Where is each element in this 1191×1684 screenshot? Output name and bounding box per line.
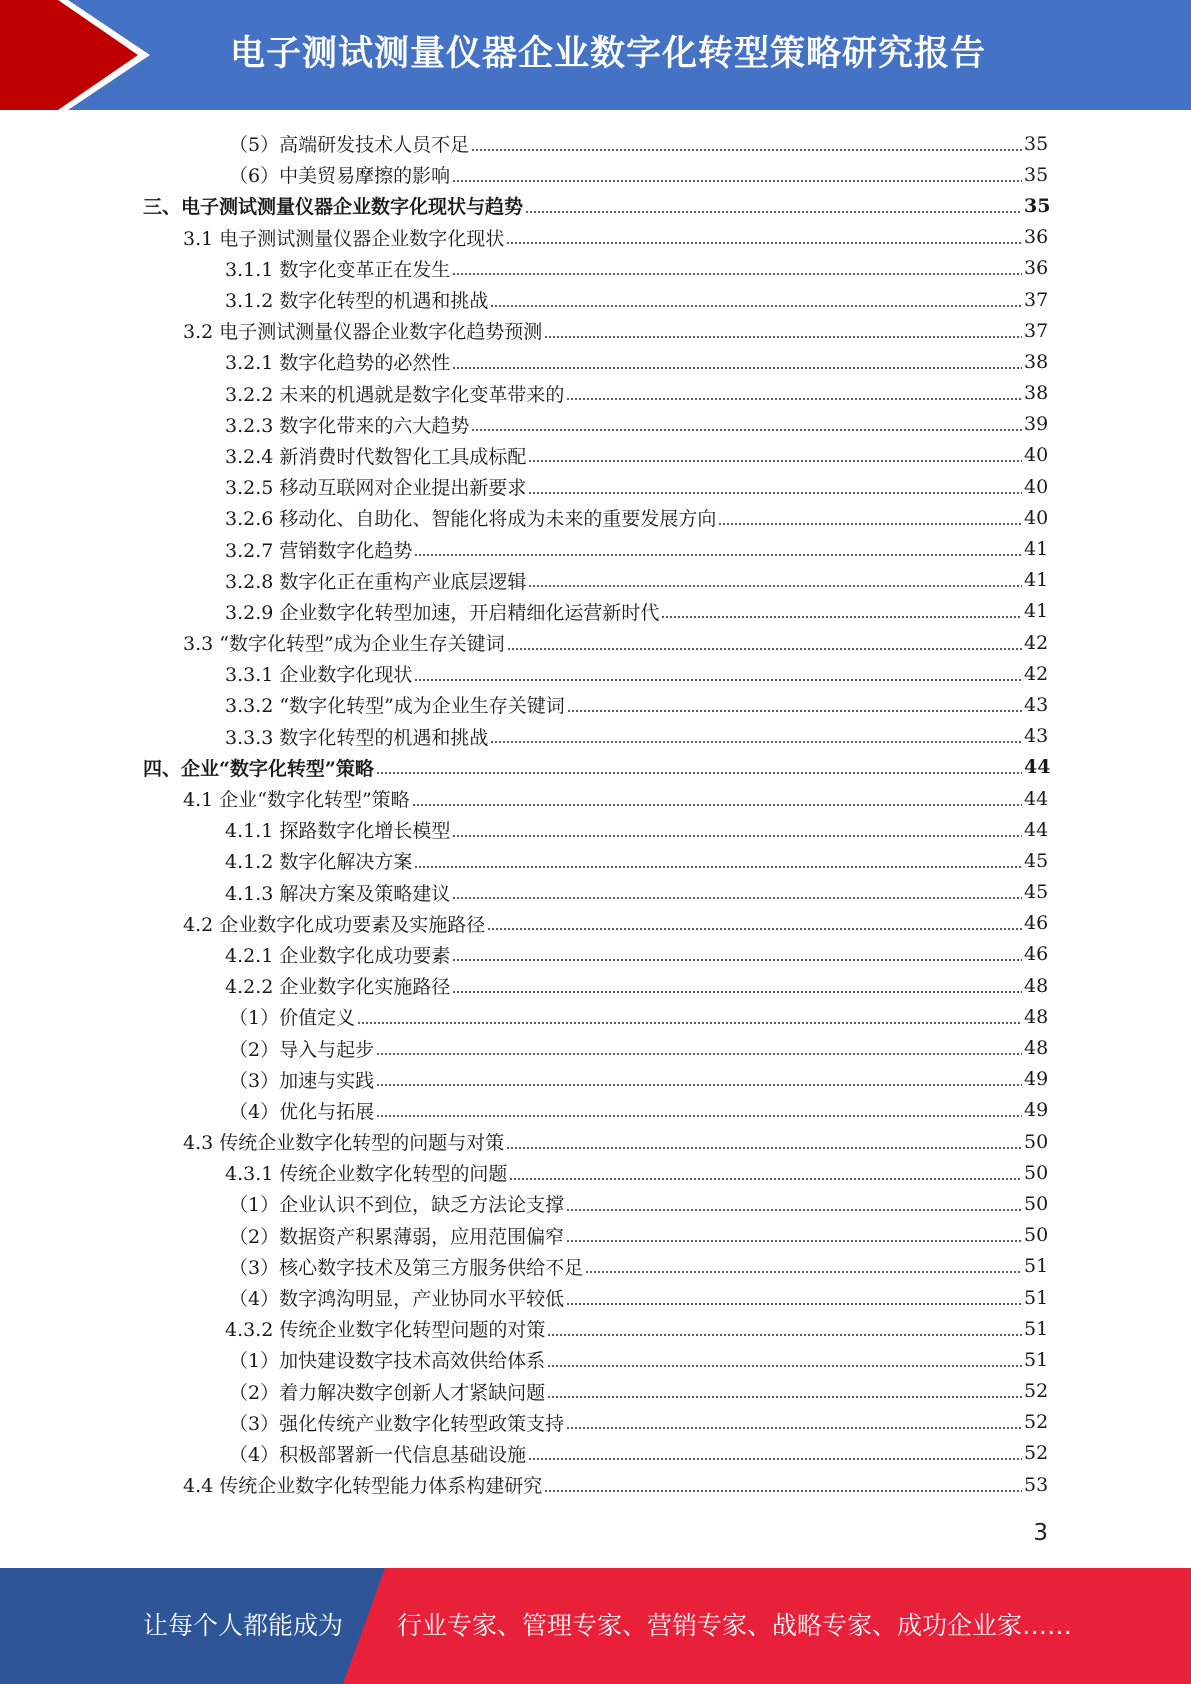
footer-slogan-left: 让每个人都能成为 bbox=[143, 1611, 344, 1640]
page-footer bbox=[0, 1568, 1191, 1684]
toc-dot-leader bbox=[507, 648, 1022, 650]
toc-entry[interactable] bbox=[0, 658, 1191, 689]
toc-entry-page: 53 bbox=[1024, 1473, 1049, 1496]
toc-dot-leader bbox=[506, 242, 1022, 244]
toc-dot-leader bbox=[566, 1240, 1022, 1242]
toc-dot-leader bbox=[718, 523, 1022, 525]
toc-entry[interactable] bbox=[0, 409, 1191, 440]
toc-entry-page: 40 bbox=[1024, 444, 1049, 467]
toc-entry-label: 3.2.8 数字化正在重构产业底层逻辑 bbox=[225, 570, 527, 593]
toc-entry-page: 35 bbox=[1024, 194, 1051, 217]
toc-entry-label: （4）优化与拓展 bbox=[229, 1100, 375, 1123]
toc-entry-page: 35 bbox=[1024, 132, 1049, 155]
toc-dot-leader bbox=[376, 772, 1022, 774]
toc-entry[interactable] bbox=[0, 877, 1191, 908]
toc-dot-leader bbox=[357, 1022, 1022, 1024]
toc-entry-page: 38 bbox=[1024, 382, 1049, 405]
toc-entry[interactable] bbox=[0, 1188, 1191, 1219]
toc-dot-leader bbox=[452, 180, 1022, 182]
toc-dot-leader bbox=[566, 398, 1022, 400]
toc-entry[interactable] bbox=[0, 1032, 1191, 1063]
toc-entry[interactable] bbox=[0, 1126, 1191, 1157]
toc-dot-leader bbox=[547, 1396, 1022, 1398]
toc-entry-label: 3.1 电子测试测量仪器企业数字化现状 bbox=[183, 227, 505, 250]
toc-entry-label: （3）核心数字技术及第三方服务供给不足 bbox=[229, 1256, 584, 1279]
toc-dot-leader bbox=[528, 460, 1022, 462]
toc-dot-leader bbox=[509, 1178, 1022, 1180]
toc-entry-page: 41 bbox=[1024, 569, 1049, 592]
toc-entry-page: 36 bbox=[1024, 226, 1049, 249]
toc-dot-leader bbox=[547, 1334, 1022, 1336]
toc-entry[interactable] bbox=[0, 596, 1191, 627]
toc-entry[interactable] bbox=[0, 721, 1191, 752]
toc-entry-page: 46 bbox=[1024, 943, 1049, 966]
toc-dot-leader bbox=[490, 305, 1022, 307]
toc-entry[interactable] bbox=[0, 783, 1191, 814]
toc-entry-label: 3.2.9 企业数字化转型加速，开启精细化运营新时代 bbox=[225, 601, 660, 624]
toc-entry-page: 44 bbox=[1024, 787, 1049, 810]
toc-entry-page: 42 bbox=[1024, 662, 1049, 685]
toc-entry-label: 四、企业“数字化转型”策略 bbox=[143, 757, 374, 780]
toc-entry-label: 三、电子测试测量仪器企业数字化现状与趋势 bbox=[143, 196, 524, 219]
table-of-contents bbox=[0, 128, 1191, 1500]
toc-entry[interactable] bbox=[0, 502, 1191, 533]
toc-entry-label: 3.2.2 未来的机遇就是数字化变革带来的 bbox=[225, 383, 565, 406]
toc-entry-page: 50 bbox=[1024, 1224, 1049, 1247]
toc-entry-label: （2）导入与起步 bbox=[229, 1038, 375, 1061]
toc-entry-label: 4.1.1 探路数字化增长模型 bbox=[225, 820, 451, 843]
toc-dot-leader bbox=[567, 710, 1022, 712]
toc-entry-label: 3.2 电子测试测量仪器企业数字化趋势预测 bbox=[183, 321, 543, 344]
toc-dot-leader bbox=[471, 429, 1022, 431]
toc-entry[interactable] bbox=[0, 1251, 1191, 1282]
toc-entry-label: 4.3.1 传统企业数字化转型的问题 bbox=[225, 1163, 508, 1186]
toc-entry-label: 3.1.2 数字化转型的机遇和挑战 bbox=[225, 290, 489, 313]
footer-slogan-right: 行业专家、管理专家、营销专家、战略专家、成功企业家…… bbox=[397, 1611, 1073, 1640]
report-title: 电子测试测量仪器企业数字化转型策略研究报告 bbox=[230, 34, 987, 74]
toc-entry-page: 50 bbox=[1024, 1130, 1049, 1153]
toc-dot-leader bbox=[452, 367, 1022, 369]
page-number: 3 bbox=[1033, 1520, 1048, 1546]
toc-entry-label: （5）高端研发技术人员不足 bbox=[229, 134, 470, 157]
toc-entry[interactable] bbox=[0, 627, 1191, 658]
toc-entry-label: 4.2.1 企业数字化成功要素 bbox=[225, 944, 451, 967]
toc-entry-label: （4）数字鸿沟明显，产业协同水平较低 bbox=[229, 1288, 565, 1311]
toc-entry-page: 52 bbox=[1024, 1411, 1049, 1434]
toc-entry-page: 35 bbox=[1024, 163, 1049, 186]
toc-entry[interactable] bbox=[0, 253, 1191, 284]
toc-entry[interactable] bbox=[0, 752, 1191, 783]
toc-entry-page: 41 bbox=[1024, 600, 1049, 623]
toc-entry[interactable] bbox=[0, 1001, 1191, 1032]
toc-dot-leader bbox=[452, 273, 1022, 275]
toc-entry-label: 3.3 “数字化转型”成为企业生存关键词 bbox=[183, 633, 505, 656]
toc-dot-leader bbox=[547, 1365, 1022, 1367]
toc-entry[interactable] bbox=[0, 190, 1191, 221]
toc-entry-label: 3.2.3 数字化带来的六大趋势 bbox=[225, 414, 470, 437]
toc-entry-page: 51 bbox=[1024, 1286, 1049, 1309]
toc-entry-label: 3.2.1 数字化趋势的必然性 bbox=[225, 352, 451, 375]
toc-entry[interactable] bbox=[0, 1313, 1191, 1344]
toc-entry[interactable] bbox=[0, 222, 1191, 253]
toc-entry[interactable] bbox=[0, 1095, 1191, 1126]
toc-entry[interactable] bbox=[0, 1220, 1191, 1251]
toc-entry[interactable] bbox=[0, 1376, 1191, 1407]
toc-entry-label: 3.2.7 营销数字化趋势 bbox=[225, 539, 413, 562]
toc-entry[interactable] bbox=[0, 689, 1191, 720]
toc-entry-label: 4.3.2 传统企业数字化转型问题的对策 bbox=[225, 1319, 546, 1342]
toc-dot-leader bbox=[414, 679, 1022, 681]
toc-dot-leader bbox=[376, 1115, 1022, 1117]
toc-entry-page: 49 bbox=[1024, 1099, 1049, 1122]
toc-entry-page: 39 bbox=[1024, 413, 1049, 436]
toc-dot-leader bbox=[490, 741, 1022, 743]
toc-entry[interactable] bbox=[0, 908, 1191, 939]
toc-entry-page: 45 bbox=[1024, 881, 1049, 904]
header-chevron-decoration bbox=[0, 0, 170, 110]
toc-entry-page: 38 bbox=[1024, 350, 1049, 373]
toc-entry[interactable] bbox=[0, 1064, 1191, 1095]
toc-dot-leader bbox=[452, 991, 1022, 993]
toc-entry[interactable] bbox=[0, 159, 1191, 190]
toc-entry[interactable] bbox=[0, 845, 1191, 876]
toc-entry[interactable] bbox=[0, 533, 1191, 564]
toc-dot-leader bbox=[528, 492, 1022, 494]
toc-dot-leader bbox=[528, 1458, 1022, 1460]
toc-entry-page: 51 bbox=[1024, 1348, 1049, 1371]
toc-entry-page: 37 bbox=[1024, 288, 1049, 311]
toc-entry-label: 4.3 传统企业数字化转型的问题与对策 bbox=[183, 1132, 505, 1155]
toc-dot-leader bbox=[585, 1271, 1022, 1273]
toc-entry-page: 41 bbox=[1024, 538, 1049, 561]
toc-dot-leader bbox=[566, 1427, 1022, 1429]
toc-entry-label: （3）加速与实践 bbox=[229, 1069, 375, 1092]
toc-entry[interactable] bbox=[0, 346, 1191, 377]
toc-entry-label: 3.1.1 数字化变革正在发生 bbox=[225, 258, 451, 281]
toc-entry[interactable] bbox=[0, 378, 1191, 409]
toc-dot-leader bbox=[566, 1209, 1022, 1211]
toc-dot-leader bbox=[566, 1303, 1022, 1305]
toc-entry-label: 4.1 企业“数字化转型”策略 bbox=[183, 789, 410, 812]
toc-dot-leader bbox=[414, 866, 1022, 868]
toc-entry-label: （1）加快建设数字技术高效供给体系 bbox=[229, 1350, 546, 1373]
toc-entry[interactable] bbox=[0, 440, 1191, 471]
toc-entry-page: 43 bbox=[1024, 725, 1049, 748]
toc-entry-label: 3.2.6 移动化、自助化、智能化将成为未来的重要发展方向 bbox=[225, 508, 717, 531]
toc-entry[interactable] bbox=[0, 128, 1191, 159]
toc-dot-leader bbox=[528, 585, 1022, 587]
toc-dot-leader bbox=[471, 149, 1022, 151]
toc-entry-page: 51 bbox=[1024, 1317, 1049, 1340]
toc-entry-page: 42 bbox=[1024, 631, 1049, 654]
toc-dot-leader bbox=[487, 928, 1022, 930]
toc-dot-leader bbox=[452, 835, 1022, 837]
toc-entry[interactable] bbox=[0, 315, 1191, 346]
toc-dot-leader bbox=[452, 959, 1022, 961]
toc-entry-page: 50 bbox=[1024, 1161, 1049, 1184]
toc-entry-page: 44 bbox=[1024, 818, 1049, 841]
toc-entry-label: 3.3.3 数字化转型的机遇和挑战 bbox=[225, 726, 489, 749]
toc-entry[interactable] bbox=[0, 1438, 1191, 1469]
toc-entry-label: （1）价值定义 bbox=[229, 1007, 356, 1030]
toc-entry[interactable] bbox=[0, 284, 1191, 315]
toc-dot-leader bbox=[661, 616, 1022, 618]
toc-entry-page: 40 bbox=[1024, 506, 1049, 529]
toc-entry-page: 52 bbox=[1024, 1380, 1049, 1403]
toc-entry-label: （1）企业认识不到位，缺乏方法论支撑 bbox=[229, 1194, 565, 1217]
toc-dot-leader bbox=[452, 897, 1022, 899]
toc-entry-label: 3.2.4 新消费时代数智化工具成标配 bbox=[225, 445, 527, 468]
toc-entry-label: （2）数据资产积累薄弱，应用范围偏窄 bbox=[229, 1225, 565, 1248]
toc-entry[interactable] bbox=[0, 565, 1191, 596]
toc-entry-label: 4.2 企业数字化成功要素及实施路径 bbox=[183, 913, 486, 936]
toc-entry-label: 3.3.2 “数字化转型”成为企业生存关键词 bbox=[225, 695, 565, 718]
toc-dot-leader bbox=[525, 211, 1022, 213]
toc-entry[interactable] bbox=[0, 970, 1191, 1001]
toc-entry-page: 37 bbox=[1024, 319, 1049, 342]
toc-dot-leader bbox=[376, 1053, 1022, 1055]
toc-dot-leader bbox=[544, 1490, 1022, 1492]
toc-entry-page: 46 bbox=[1024, 912, 1049, 935]
toc-entry-page: 40 bbox=[1024, 475, 1049, 498]
toc-entry-label: （3）强化传统产业数字化转型政策支持 bbox=[229, 1412, 565, 1435]
toc-entry-page: 45 bbox=[1024, 849, 1049, 872]
toc-entry-page: 36 bbox=[1024, 257, 1049, 280]
toc-entry[interactable] bbox=[0, 1407, 1191, 1438]
toc-entry[interactable] bbox=[0, 471, 1191, 502]
toc-entry-page: 48 bbox=[1024, 1037, 1049, 1060]
toc-dot-leader bbox=[414, 554, 1022, 556]
toc-entry[interactable] bbox=[0, 814, 1191, 845]
toc-entry[interactable] bbox=[0, 939, 1191, 970]
toc-dot-leader bbox=[544, 336, 1022, 338]
toc-entry-page: 44 bbox=[1024, 756, 1051, 779]
page-header bbox=[0, 0, 1191, 110]
toc-entry-label: 4.1.3 解决方案及策略建议 bbox=[225, 882, 451, 905]
toc-dot-leader bbox=[506, 1147, 1022, 1149]
toc-entry-page: 43 bbox=[1024, 693, 1049, 716]
toc-entry[interactable] bbox=[0, 1469, 1191, 1500]
toc-entry-label: 4.1.2 数字化解决方案 bbox=[225, 851, 413, 874]
toc-dot-leader bbox=[376, 1084, 1022, 1086]
toc-entry-label: 3.2.5 移动互联网对企业提出新要求 bbox=[225, 477, 527, 500]
toc-entry-page: 51 bbox=[1024, 1255, 1049, 1278]
toc-dot-leader bbox=[412, 804, 1022, 806]
toc-entry-page: 49 bbox=[1024, 1068, 1049, 1091]
toc-entry-page: 52 bbox=[1024, 1442, 1049, 1465]
toc-entry-page: 48 bbox=[1024, 974, 1049, 997]
toc-entry-label: 4.2.2 企业数字化实施路径 bbox=[225, 976, 451, 999]
toc-entry-page: 48 bbox=[1024, 1005, 1049, 1028]
toc-entry-label: 3.3.1 企业数字化现状 bbox=[225, 664, 413, 687]
toc-entry[interactable] bbox=[0, 1282, 1191, 1313]
toc-entry-label: （4）积极部署新一代信息基础设施 bbox=[229, 1443, 527, 1466]
toc-entry-label: （2）着力解决数字创新人才紧缺问题 bbox=[229, 1381, 546, 1404]
toc-entry[interactable] bbox=[0, 1157, 1191, 1188]
toc-entry-label: （6）中美贸易摩擦的影响 bbox=[229, 165, 451, 188]
toc-entry-label: 4.4 传统企业数字化转型能力体系构建研究 bbox=[183, 1475, 543, 1498]
toc-entry-page: 50 bbox=[1024, 1192, 1049, 1215]
toc-entry[interactable] bbox=[0, 1344, 1191, 1375]
